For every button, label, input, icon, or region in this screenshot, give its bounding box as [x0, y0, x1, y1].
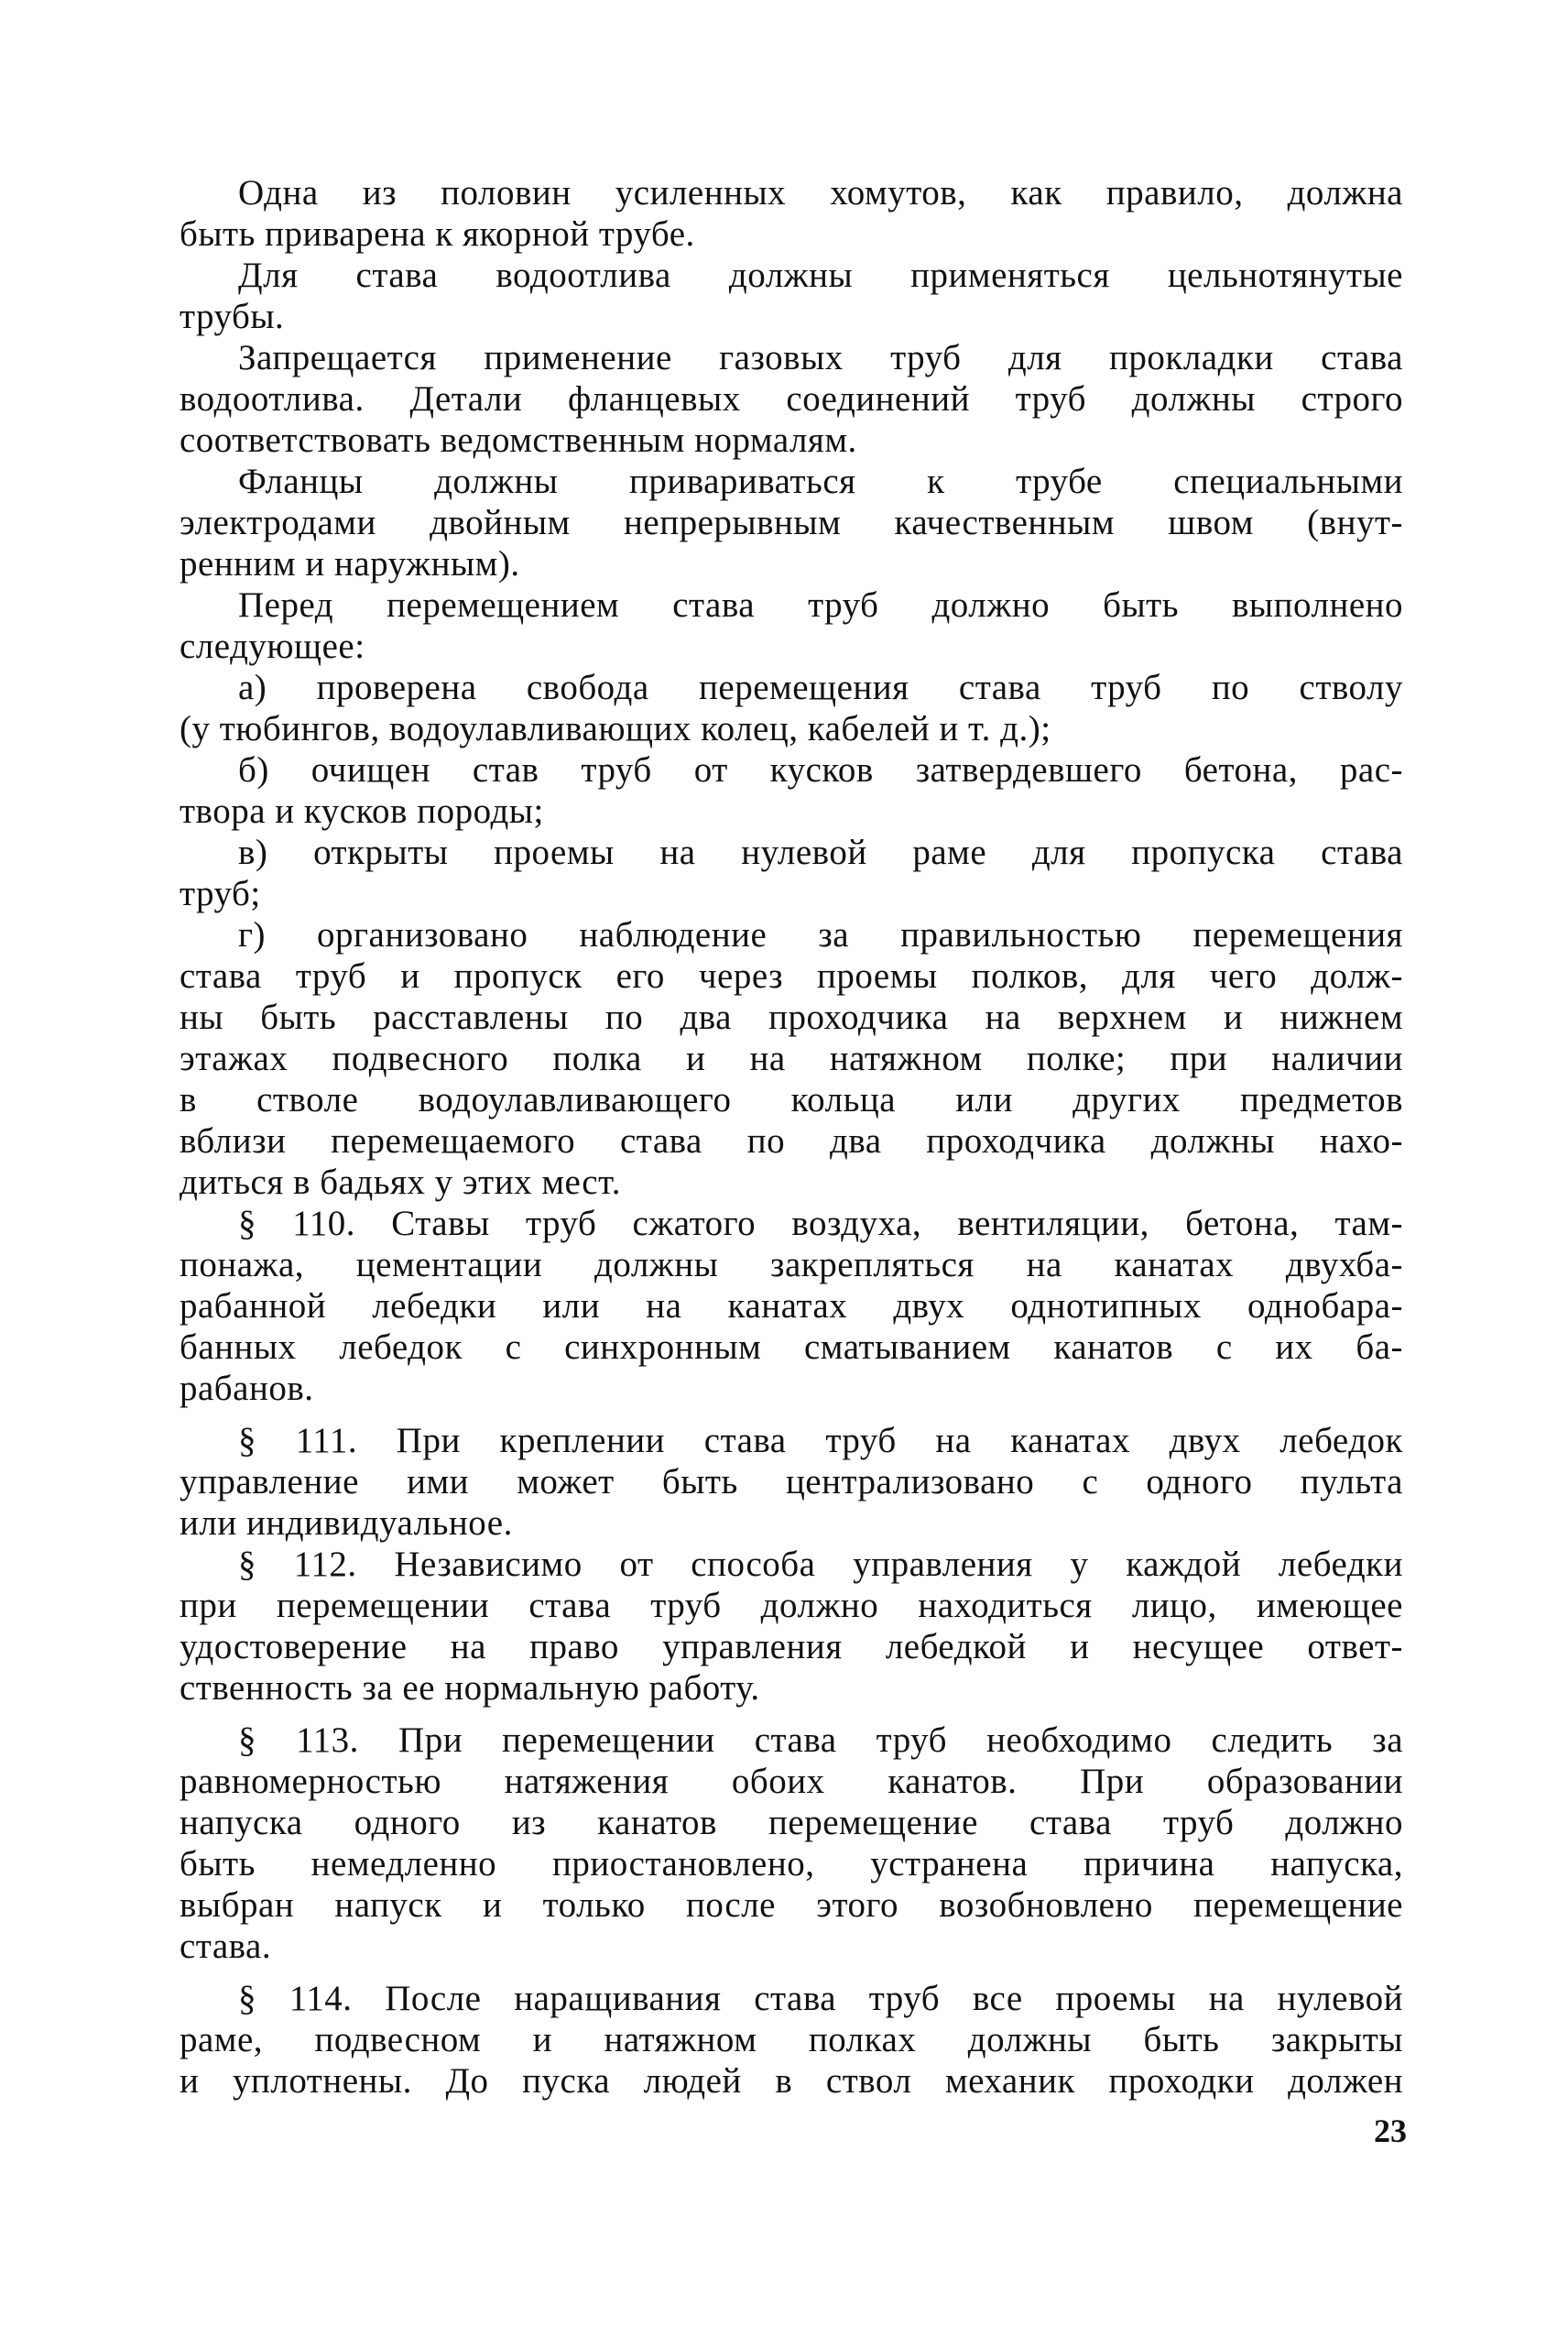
page-body-text [180, 172, 1403, 2102]
text-line: § 111. При креплении става труб на канатах двух лебедок [238, 1421, 1403, 1460]
text-line: § 114. После наращивания става труб все проемы на нулевой [238, 1979, 1403, 2018]
text-line: понажа, цементации должны закрепляться на канатах двухба- [180, 1245, 1403, 1284]
paragraph [180, 255, 1403, 337]
text-line: диться в бадьях у этих мест. [180, 1163, 621, 1202]
text-line: Перед перемещением става труб должно быть выполнено [238, 585, 1403, 625]
text-line: Запрещается применение газовых труб для прокладки става [238, 338, 1403, 377]
text-line: Фланцы должны привариваться к трубе специальными [238, 462, 1403, 501]
text-line: при перемещении става труб должно находиться лицо, имеющее [180, 1586, 1403, 1625]
paragraph [180, 1978, 1403, 2102]
text-line: следующее: [180, 627, 365, 666]
text-line: управление ими может быть централизовано с одного пульта [180, 1462, 1403, 1502]
text-line: г) организовано наблюдение за правильностью перемещения [238, 915, 1403, 955]
text-line: равномерностью натяжения обоих канатов. При образовании [180, 1762, 1403, 1801]
text-line: водоотлива. Детали фланцевых соединений труб должны строго [180, 379, 1403, 419]
text-line: в) открыты проемы на нулевой раме для пропуска става [238, 833, 1403, 872]
text-line: удостоверение на право управления лебедкой и несущее ответ- [180, 1627, 1403, 1666]
paragraph [180, 832, 1403, 914]
text-line: Одна из половин усиленных хомутов, как правило, должна [238, 173, 1403, 213]
text-line: выбран напуск и только после этого возобновлено перемещение [180, 1885, 1403, 1925]
text-line: напуска одного из канатов перемещение става труб должно [180, 1803, 1403, 1842]
text-line: става труб и пропуск его через проемы полков, для чего долж- [180, 956, 1403, 996]
paragraph [180, 584, 1403, 667]
text-line: банных лебедок с синхронным сматыванием канатов с их ба- [180, 1327, 1403, 1367]
text-line: ренним и наружным). [180, 544, 520, 584]
paragraph [180, 914, 1403, 1203]
text-line: б) очищен став труб от кусков затвердевшего бетона, рас- [238, 750, 1403, 790]
paragraph [180, 667, 1403, 749]
paragraph [180, 172, 1403, 255]
text-line: и уплотнены. До пуска людей в ствол механик проходки должен [180, 2061, 1403, 2101]
paragraph [180, 1720, 1403, 1967]
text-line: Для става водоотлива должны применяться цельнотянутые [238, 256, 1403, 295]
paragraph [180, 1420, 1403, 1544]
page-number: 23 [1374, 2113, 1407, 2149]
text-line: § 110. Ставы труб сжатого воздуха, вентиляции, бетона, там- [238, 1204, 1403, 1243]
text-line: или индивидуальное. [180, 1503, 513, 1543]
text-line: электродами двойным непрерывным качественным швом (внут- [180, 503, 1403, 542]
paragraph [180, 337, 1403, 461]
text-line: твора и кусков породы; [180, 792, 544, 831]
text-line: быть немедленно приостановлено, устранена причина напуска, [180, 1844, 1403, 1884]
text-line: рабанной лебедки или на канатах двух однотипных однобара- [180, 1286, 1403, 1326]
text-line: ны быть расставлены по два проходчика на верхнем и нижнем [180, 998, 1403, 1037]
text-line: § 113. При перемещении става труб необходимо следить за [238, 1720, 1403, 1760]
text-line: этажах подвесного полка и на натяжном полке; при наличии [180, 1039, 1403, 1078]
text-line: трубы. [180, 297, 285, 336]
text-line: става. [180, 1927, 272, 1966]
text-line: соответствовать ведомственным нормалям. [180, 420, 857, 460]
text-line: § 112. Независимо от способа управления у каждой лебедки [238, 1545, 1403, 1584]
paragraph [180, 461, 1403, 584]
text-line: труб; [180, 874, 261, 913]
text-line: (у тюбингов, водоулавливающих колец, кабелей и т. д.); [180, 709, 1051, 748]
text-line: вблизи перемещаемого става по два проходчика должны нахо- [180, 1121, 1403, 1161]
text-line: рабанов. [180, 1369, 314, 1408]
paragraph [180, 1203, 1403, 1409]
text-line: быть приварена к якорной трубе. [180, 214, 695, 254]
text-line: раме, подвесном и натяжном полках должны быть закрыты [180, 2020, 1403, 2059]
text-line: а) проверена свобода перемещения става труб по стволу [238, 668, 1403, 707]
paragraph [180, 749, 1403, 832]
text-line: ственность за ее нормальную работу. [180, 1668, 760, 1708]
text-line: в стволе водоулавливающего кольца или других предметов [180, 1080, 1403, 1119]
paragraph [180, 1544, 1403, 1709]
